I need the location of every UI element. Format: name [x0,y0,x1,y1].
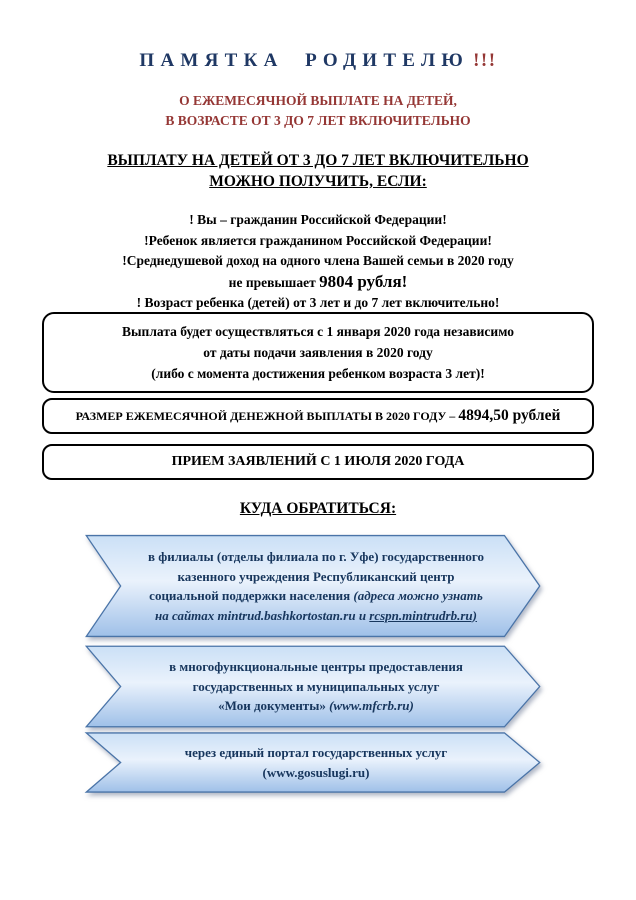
text-line: в филиалы (отделы филиала по г. Уфе) государственного [148,549,484,564]
where-item-gosuslugi [84,732,542,793]
website-url-mfcrb: (www.mfcrb.ru) [329,698,414,714]
text-segment: и [355,607,370,623]
website-url-rcspn: rcspn.mintrudrb.ru) [369,607,477,623]
eligibility-heading [0,150,636,192]
where-item-text [84,534,542,638]
subtitle-line-2: В ВОЗРАСТЕ ОТ 3 ДО 7 ЛЕТ ВКЛЮЧИТЕЛЬНО [165,113,471,128]
website-url-gosuslugi: (www.gosuslugi.ru) [262,764,370,780]
subtitle [0,91,636,131]
text-line: в многофункциональные центры предоставления [169,659,463,675]
payment-amount-box [42,398,594,434]
applications-start-text: ПРИЕМ ЗАЯВЛЕНИЙ С 1 ИЮЛЯ 2020 ГОДА [171,454,465,469]
eligibility-heading-line-1: ВЫПЛАТУ НА ДЕТЕЙ ОТ 3 ДО 7 ЛЕТ ВКЛЮЧИТЕЛЬНО [107,152,529,169]
text-line [138,696,494,716]
where-item-mfc [84,645,542,728]
payment-period-line-1: Выплата будет осуществляться с 1 января 2020 года независимо [122,324,514,339]
condition-income-2 [0,272,636,294]
title-exclamation: !!! [473,50,497,71]
text-segment: «Мои документы» [218,698,330,714]
where-item-social-support-center [84,534,542,638]
payment-period-line-2: от даты подачи заявления в 2020 году [203,345,433,360]
page-title [0,50,636,72]
where-to-apply-heading [0,500,636,518]
where-item-text [84,645,542,728]
condition-income-1: !Среднедушевой доход на одного члена Вашей семьи в 2020 году [122,253,514,268]
text-line: государственных и муниципальных услуг [192,678,440,694]
payment-amount-value: 4894,50 рублей [458,407,561,424]
where-to-apply-heading-text: КУДА ОБРАТИТЬСЯ: [239,500,397,517]
payment-period-line-3: (либо с момента достижения ребенком возраста 3 лет)! [151,366,485,381]
conditions-list [0,210,636,314]
text-segment-note: на сайтах [155,607,218,623]
eligibility-heading-line-2: МОЖНО ПОЛУЧИТЬ, ЕСЛИ: [209,173,427,190]
condition-citizen-child: !Ребенок является гражданином Российской Федерации! [144,232,492,248]
text-segment-note: (адреса можно узнать [353,588,483,603]
where-item-text [84,732,542,793]
condition-citizen-parent: ! Вы – гражданин Российской Федерации! [189,212,447,227]
text-line [138,606,494,626]
subtitle-line-1: О ЕЖЕМЕСЯЧНОЙ ВЫПЛАТЕ НА ДЕТЕЙ, [179,93,457,108]
condition-age: ! Возраст ребенка (детей) от 3 лет и до 7 лет включительно! [136,295,500,310]
income-threshold-amount: 9804 рубля! [319,271,408,291]
payment-period-box [42,312,594,393]
condition-income-prefix: не превышает [228,274,320,290]
applications-start-box [42,444,594,480]
payment-amount-label: РАЗМЕР ЕЖЕМЕСЯЧНОЙ ДЕНЕЖНОЙ ВЫПЛАТЫ В 2020 ГОДУ – [75,409,459,423]
text-line [138,586,494,606]
text-line: казенного учреждения Республиканский центр [177,568,455,584]
text-segment: социальной поддержки населения [149,588,354,603]
website-url-mintrud: mintrud.bashkortostan.ru [217,607,356,623]
title-text: ПАМЯТКА РОДИТЕЛЮ [139,50,470,71]
text-line: через единый портал государственных услуг [184,745,448,760]
